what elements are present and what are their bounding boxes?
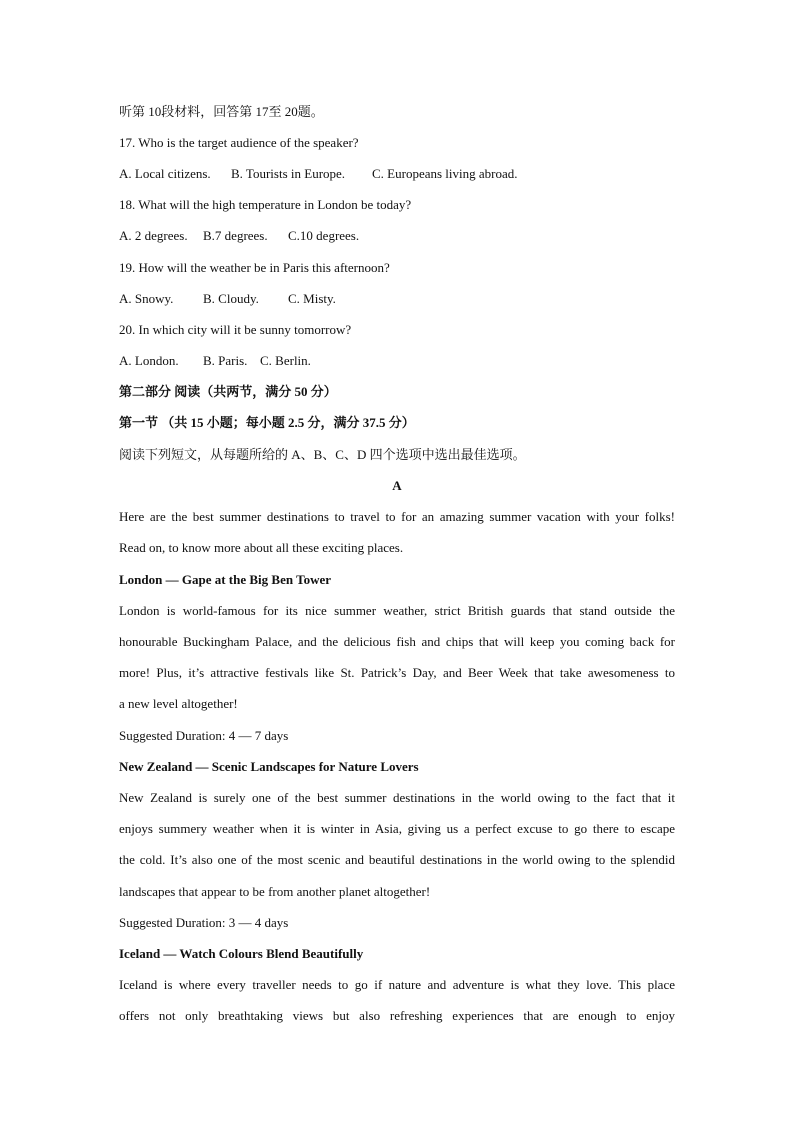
intro-line: Here are the best summer destinations to travel to for an amazing summer vacation with your folks! xyxy=(119,509,675,524)
part2-title: 第二部分 阅读（共两节，满分 50 分） xyxy=(119,384,337,399)
option-a: A. London. xyxy=(119,353,179,368)
question-20: 20. In which city will it be sunny tomorrow? xyxy=(119,322,352,337)
paragraph-line: honourable Buckingham Palace, and the delicious fish and chips that will keep you coming back for xyxy=(119,634,675,649)
option-c: C. Europeans living abroad. xyxy=(372,166,518,181)
option-b: B. Tourists in Europe. xyxy=(231,166,346,181)
question-18: 18. What will the high temperature in London be today? xyxy=(119,197,412,212)
option-a: A. Local citizens. xyxy=(119,166,211,181)
question-19-options xyxy=(119,290,675,308)
suggested-duration: Suggested Duration: 3 — 4 days xyxy=(119,915,289,930)
option-a: A. Snowy. xyxy=(119,291,174,306)
question-20-options xyxy=(119,352,675,370)
section-intro: 听第 10段材料，回答第 17至 20题。 xyxy=(119,104,324,119)
intro-line: Read on, to know more about all these exciting places. xyxy=(119,540,404,555)
passage-label: A xyxy=(392,478,402,493)
option-a: A. 2 degrees. xyxy=(119,228,188,243)
question-17-options xyxy=(119,165,675,183)
question-18-options xyxy=(119,227,675,245)
section1-title: 第一节 （共 15 小题；每小题 2.5 分，满分 37.5 分） xyxy=(119,415,415,430)
option-c: C.10 degrees. xyxy=(288,228,360,243)
paragraph-line: landscapes that appear to be from another planet altogether! xyxy=(119,884,431,899)
option-c: C. Berlin. xyxy=(260,353,311,368)
paragraph-line: more! Plus, it’s attractive festivals like St. Patrick’s Day, and Beer Week that take awesomeness to xyxy=(119,665,675,680)
option-c: C. Misty. xyxy=(288,291,336,306)
option-b: B. Paris. xyxy=(203,353,248,368)
question-19: 19. How will the weather be in Paris this afternoon? xyxy=(119,260,390,275)
destination-heading-iceland: Iceland — Watch Colours Blend Beautifully xyxy=(119,946,364,961)
suggested-duration: Suggested Duration: 4 — 7 days xyxy=(119,728,289,743)
option-b: B. Cloudy. xyxy=(203,291,259,306)
instructions: 阅读下列短文，从每题所给的 A、B、C、D 四个选项中选出最佳选项。 xyxy=(119,447,526,462)
paragraph-line: enjoys summery weather when it is winter in Asia, giving us a perfect excuse to go there to escape xyxy=(119,821,675,836)
question-17: 17. Who is the target audience of the speaker? xyxy=(119,135,359,150)
paragraph-line: a new level altogether! xyxy=(119,696,238,711)
paragraph-line: Iceland is where every traveller needs to go if nature and adventure is what they love. This place xyxy=(119,977,675,992)
paragraph-line: the cold. It’s also one of the most scenic and beautiful destinations in the world owing to the splendid xyxy=(119,852,675,867)
paragraph-line: New Zealand is surely one of the best summer destinations in the world owing to the fact that it xyxy=(119,790,675,805)
destination-heading-new-zealand: New Zealand — Scenic Landscapes for Nature Lovers xyxy=(119,759,419,774)
paragraph-line: London is world-famous for its nice summer weather, strict British guards that stand outside the xyxy=(119,603,675,618)
destination-heading-london: London — Gape at the Big Ben Tower xyxy=(119,572,332,587)
paragraph-line: offers not only breathtaking views but also refreshing experiences that are enough to enjoy xyxy=(119,1008,675,1023)
option-b: B.7 degrees. xyxy=(203,228,268,243)
